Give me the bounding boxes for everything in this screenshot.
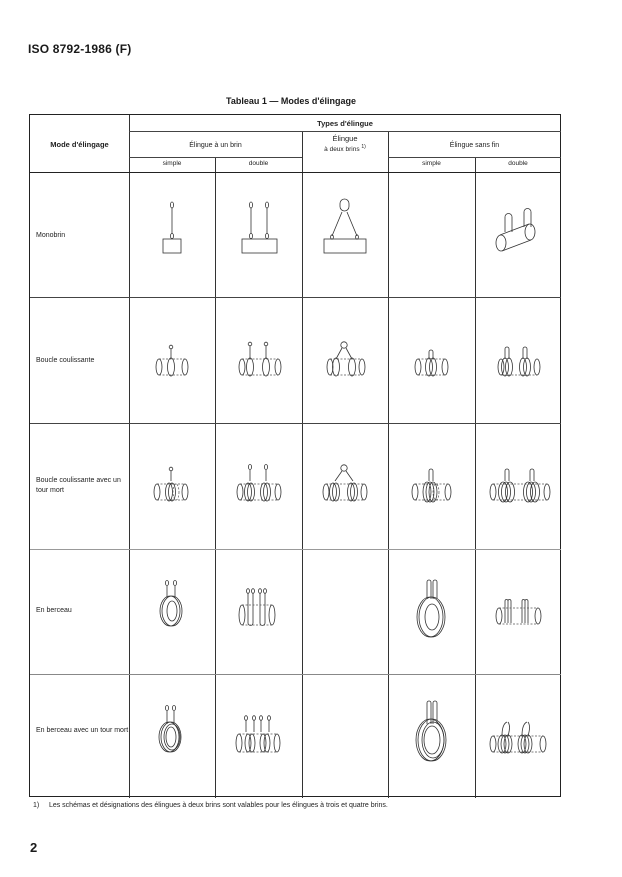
page-number: 2	[30, 840, 38, 855]
types-header: Types d'élingue	[317, 119, 373, 128]
type-header-deux-brins-text: à deux brins	[324, 146, 360, 154]
sub-header-sans-fin-double: double	[508, 160, 528, 167]
sub-header-sans-fin-simple: simple	[422, 160, 441, 167]
slinging-modes-table	[29, 114, 561, 797]
type-header-deux-brins-1: Élingue	[332, 134, 358, 143]
table-footnote	[33, 802, 388, 809]
diagram-berceau-simple-icon	[129, 549, 215, 674]
diagram-berceau-tour-simple-icon	[129, 674, 215, 798]
header-line-group	[129, 131, 561, 132]
diagram-berceau-double-icon	[215, 549, 302, 674]
diagram-tour-sans-fin-simple-icon	[388, 423, 475, 549]
diagram-monobrin-sans-fin-double-icon	[475, 172, 561, 297]
diagram-monobrin-double-icon	[215, 172, 302, 297]
diagram-boucle-double-icon	[215, 297, 302, 423]
diagram-boucle-sans-fin-simple-icon	[388, 297, 475, 423]
row-label-monobrin: Monobrin	[36, 232, 66, 239]
diagram-tour-double-icon	[215, 423, 302, 549]
type-header-deux-brins-2	[302, 144, 388, 153]
diagram-berceau-tour-double-icon	[215, 674, 302, 798]
diagram-monobrin-deux-brins-icon	[302, 172, 388, 297]
row-label-en-berceau: En berceau	[36, 607, 72, 614]
footnote-marker: 1)	[33, 802, 40, 809]
type-header-un-brin: Élingue à un brin	[189, 142, 242, 149]
diagram-boucle-simple-icon	[129, 297, 215, 423]
header-line-sub-left	[129, 157, 302, 158]
diagram-berceau-sans-fin-double-icon	[475, 549, 561, 674]
diagram-monobrin-simple-icon	[129, 172, 215, 297]
diagram-tour-deux-brins-icon	[302, 423, 388, 549]
corner-header: Mode d'élingage	[50, 140, 109, 149]
diagram-boucle-deux-brins-icon	[302, 297, 388, 423]
table-caption: Tableau 1 — Modes d'élingage	[226, 96, 356, 106]
diagram-boucle-sans-fin-double-icon	[475, 297, 561, 423]
diagram-berceau-tour-sans-fin-simple-icon	[388, 674, 475, 798]
sub-header-un-brin-double: double	[248, 160, 269, 167]
footnote-text: Les schémas et désignations des élingues à deux brins sont valables pour les élingues à trois et quatre brins.	[48, 802, 388, 809]
diagram-berceau-tour-sans-fin-double-icon	[475, 674, 561, 798]
document-id: ISO 8792-1986 (F)	[28, 42, 132, 56]
row-label-boucle-tour-mort: Boucle coulissante avec un tour mort	[36, 477, 121, 494]
footnote-ref: 1)	[361, 144, 366, 150]
diagram-tour-sans-fin-double-icon	[475, 423, 561, 549]
sub-header-un-brin-simple: simple	[162, 160, 182, 167]
header-line-sub-right	[388, 157, 561, 158]
diagram-berceau-sans-fin-simple-icon	[388, 549, 475, 674]
type-header-sans-fin: Élingue sans fin	[449, 142, 500, 149]
diagram-tour-simple-icon	[129, 423, 215, 549]
row-label-boucle-coulissante: Boucle coulissante	[36, 357, 95, 364]
row-label-berceau-tour-mort: En berceau avec un tour mort	[36, 727, 129, 734]
